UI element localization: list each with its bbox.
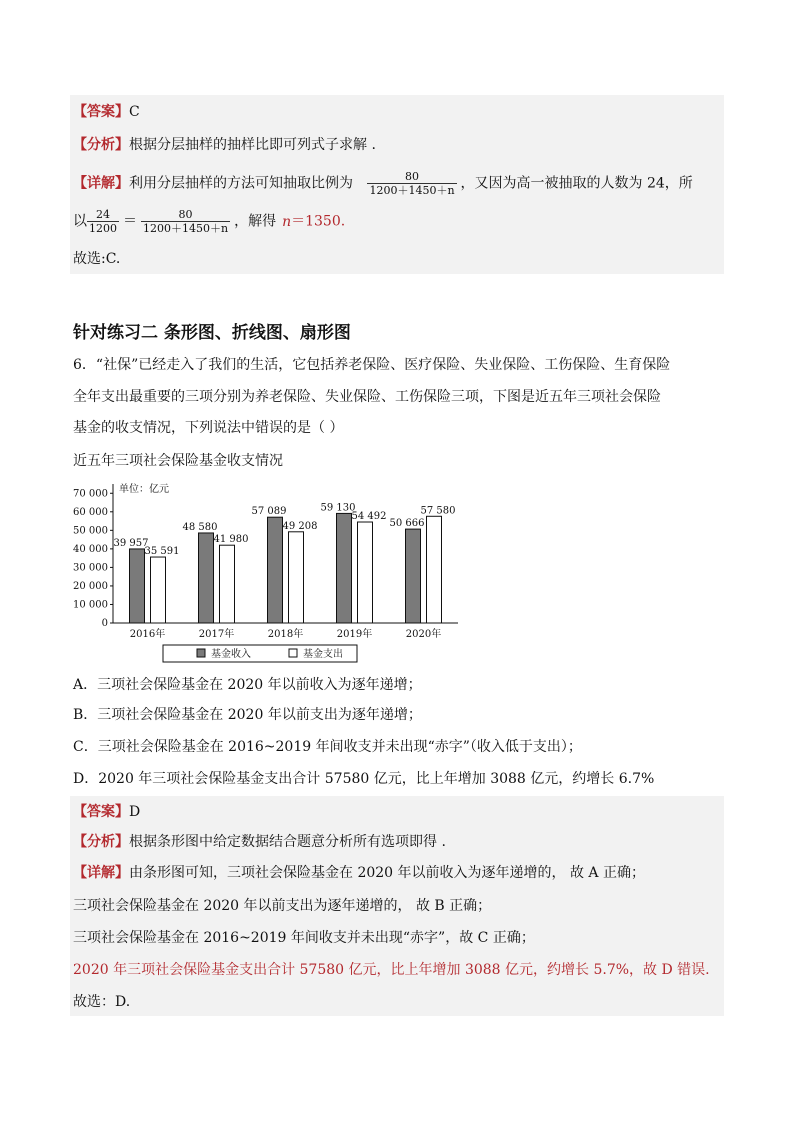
- analysis-text: 根据分层抽样的抽样比即可列式子求解 .: [129, 137, 376, 153]
- bar-expense: [289, 532, 304, 623]
- bar-data-label: 50 666: [389, 518, 425, 530]
- bar-data-label: 48 580: [182, 521, 218, 533]
- answer-value: D: [129, 804, 141, 820]
- bar-data-label: 39 957: [113, 537, 149, 549]
- q5-detail-line-1: [73, 170, 693, 197]
- q6-detail-line-3: 三项社会保险基金在 2016~2019 年间收支并未出现“赤字”，故 C 正确；: [73, 930, 535, 946]
- x-tick-label: 2016年: [129, 629, 166, 640]
- detail-text: ，又因为高一被抽取的人数为 24，所: [460, 175, 693, 192]
- solve-var: n: [282, 213, 292, 230]
- bar-income: [268, 517, 283, 623]
- bar-data-label: 41 980: [213, 534, 249, 546]
- q5-detail-line-2: 以 $\frac{24}{1200}$ ＝ $\frac{80}{1200+1450+n}$ ，解得 n＝1350.: [73, 208, 346, 235]
- y-tick-label: 40 000: [73, 543, 108, 555]
- q6-detail-line-2: 三项社会保险基金在 2020 年以前支出为逐年递增的， 故 B 正确；: [73, 898, 492, 914]
- chart-caption: 近五年三项社会保险基金收支情况: [73, 453, 283, 469]
- fraction: $\frac{80}{1200+1450+n}$: [369, 170, 455, 197]
- fraction: $\frac{80}{1200+1450+n}$: [143, 208, 229, 235]
- y-tick-label: 0: [101, 618, 108, 629]
- legend-label: 基金支出: [303, 649, 343, 660]
- q6-analysis-line: [73, 833, 446, 851]
- q5-analysis-line: [73, 136, 376, 154]
- bar-chart-svg: [73, 478, 473, 668]
- bar-income: [337, 513, 352, 623]
- bar-expense: [427, 516, 442, 623]
- y-tick-label: 20 000: [73, 580, 108, 592]
- option-d: D．2020 年三项社会保险基金支出合计 57580 亿元，比上年增加 3088 亿元，约增长 6.7%: [73, 771, 655, 787]
- q6-stem-3: 基金的收支情况，下列说法中错误的是（ ）: [73, 420, 344, 436]
- bar-chart: [73, 478, 473, 668]
- x-tick-label: 2019年: [336, 629, 373, 640]
- bar-data-label: 59 130: [320, 502, 356, 514]
- bar-income: [406, 529, 421, 623]
- x-tick-label: 2020年: [405, 629, 442, 640]
- bar-data-label: 54 492: [351, 511, 387, 523]
- q5-answer-line: [73, 103, 140, 121]
- analysis-tag: 【分析】: [73, 137, 129, 153]
- bar-expense: [220, 545, 235, 623]
- fraction: $\frac{24}{1200}$: [89, 208, 117, 235]
- unit-label: 单位：亿元: [119, 484, 169, 495]
- y-tick-label: 50 000: [73, 525, 108, 537]
- option-c: C．三项社会保险基金在 2016~2019 年间收支并未出现“赤字”（收入低于支出）；: [73, 739, 582, 755]
- answer-value: C: [129, 104, 140, 120]
- q6-detail-line-1: [73, 864, 645, 882]
- q6-answer-line: [73, 803, 140, 821]
- legend-swatch: [289, 649, 297, 657]
- answer-tag: 【答案】: [73, 104, 129, 120]
- detail-text: 由条形图可知，三项社会保险基金在 2020 年以前收入为逐年递增的， 故 A 正确；: [129, 865, 645, 881]
- y-tick-label: 70 000: [73, 488, 108, 500]
- q6-detail-line-4: 2020 年三项社会保险基金支出合计 57580 亿元，比上年增加 3088 亿元，约增长 5.7%，故 D 错误.: [73, 962, 710, 978]
- section-title: 针对练习二 条形图、折线图、扇形图: [73, 323, 351, 343]
- option-a: A．三项社会保险基金在 2020 年以前收入为逐年递增；: [73, 677, 422, 693]
- analysis-tag: 【分析】: [73, 834, 129, 850]
- bar-expense: [358, 522, 373, 623]
- bar-income: [199, 533, 214, 623]
- x-tick-label: 2018年: [267, 629, 304, 640]
- bar-data-label: 35 591: [144, 546, 180, 558]
- solve-value: ＝1350.: [291, 213, 346, 230]
- option-b: B．三项社会保险基金在 2020 年以前支出为逐年递增；: [73, 707, 422, 723]
- q6-stem-1: 6．“社保”已经走入了我们的生活，它包括养老保险、医疗保险、失业保险、工伤保险、生育保险: [73, 357, 671, 373]
- q5-choose: 故选:C.: [73, 251, 121, 267]
- detail-tag: 【详解】: [73, 175, 129, 192]
- y-tick-label: 10 000: [73, 599, 108, 611]
- q6-stem-2: 全年支出最重要的三项分别为养老保险、失业保险、工伤保险三项，下图是近五年三项社会保险: [73, 389, 661, 405]
- answer-tag: 【答案】: [73, 804, 129, 820]
- bar-data-label: 57 580: [420, 505, 456, 517]
- y-tick-label: 60 000: [73, 506, 108, 518]
- x-tick-label: 2017年: [198, 629, 235, 640]
- analysis-text: 根据条形图中给定数据结合题意分析所有选项即得 .: [129, 834, 446, 850]
- bar-income: [130, 549, 145, 623]
- y-tick-label: 30 000: [73, 562, 108, 574]
- q6-choose: 故选：D.: [73, 994, 131, 1010]
- legend-label: 基金收入: [211, 649, 251, 660]
- legend-swatch: [197, 649, 205, 657]
- detail-text: 利用分层抽样的方法可知抽取比例为: [129, 175, 353, 192]
- detail-tag: 【详解】: [73, 865, 129, 881]
- bar-data-label: 57 089: [251, 506, 287, 518]
- bar-expense: [151, 557, 166, 623]
- bar-data-label: 49 208: [282, 520, 318, 532]
